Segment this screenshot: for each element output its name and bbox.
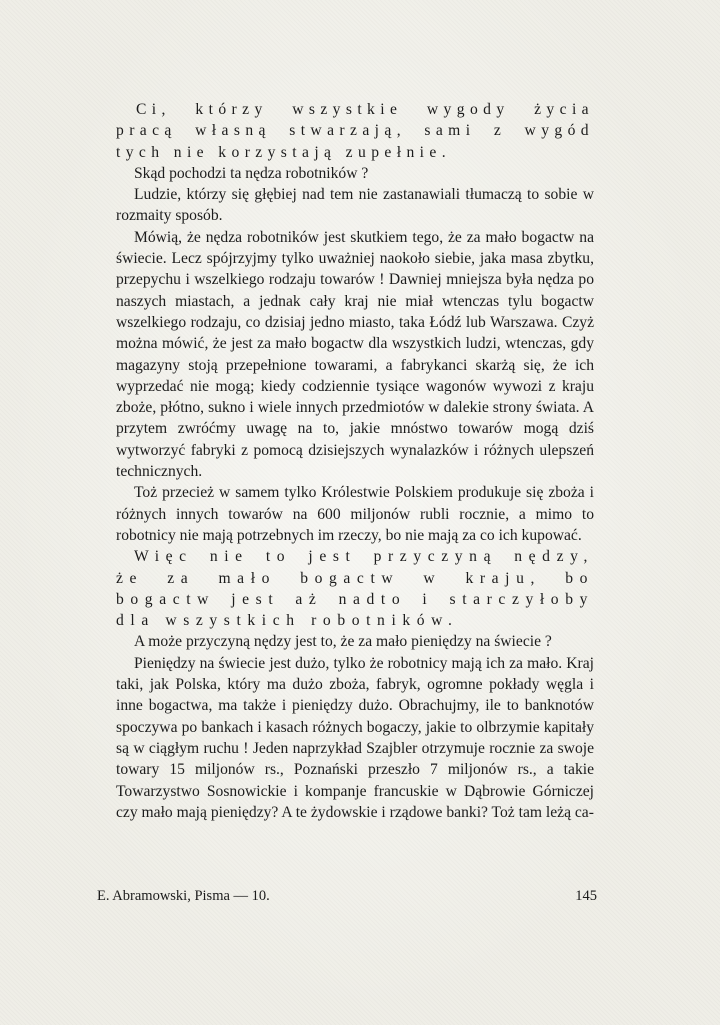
paragraph-money: Pieniędzy na świecie jest dużo, tylko że robotnicy mają ich za mało. Kraj taki, jak Polska, który ma dużo zboża, fabryk, ogromne pokłady węgla i inne bogactwa, ma także i pieniędzy dużo. Obrachujmy, ile to banknotów spoczywa po bankach i kasach różnych bogaczy, jakie to olbrzymie kapitały są w ciągłym ruchu ! Jeden naprzykład Szajbler otrzymuje rocznie za swoje towary 15 miljonów rs., Poznański przeszło 7 miljonów rs., a takie Towarzystwo Sosnowickie i kompanje francuskie w Dąbrowie Górniczej czy mało mają pieniędzy? A te żydowskie i rządowe banki? Toż tam leżą ca- bbox=[116, 654, 594, 821]
signature-mark: E. Abramowski, Pisma — 10. bbox=[97, 888, 270, 904]
emphasized-paragraph-conclusion: Więc nie to jest przyczyną nędzy, że za mało bogactw w kraju, bo bogactw jest aż nadto i starczyłoby dla wszystkich robotników. bbox=[116, 548, 594, 630]
page-footer bbox=[97, 888, 597, 905]
paragraph-explanations: Ludzie, którzy się głębiej nad tem nie zastanawiali tłumaczą to sobie w rozmaity sposób. bbox=[116, 186, 594, 225]
paragraph-wealth: Mówią, że nędza robotników jest skutkiem tego, że za mało bogactw na świecie. Lecz spójrzyjmy tylko uważniej naokoło siebie, jaka masa zbytku, przepychu i wszelkiego rodzaju towarów ! Dawniej mniejsza była nędza po naszych miastach, a jednak cały kraj nie miał wtenczas tylu bogactw wszelkiego rodzaju, co dzisiaj jedno miasto, taka Łódź lub Warszawa. Czyż można mówić, że jest za mało bogactw dla wszystkich ludzi, wtenczas, gdy magazyny stoją przepełnione towarami, a fabrykanci skarżą się, że ich wyprzedać nie mogą; kiedy codziennie tysiące wagonów wywozi z kraju zboże, płótno, sukno i wiele innych przedmiotów w dalekie strony świata. A przytem zwróćmy uwagę na to, jakie mnóstwo towarów mogą dziś wytworzyć fabryki z pomocą dzisiejszych wynalazków i różnych ulepszeń technicznych. bbox=[116, 228, 594, 481]
body-text bbox=[116, 99, 594, 823]
page-number: 145 bbox=[575, 888, 597, 904]
paragraph-production: Toż przecież w samem tylko Królestwie Polskiem produkuje się zboża i różnych innych towarów na 600 miljonów rubli rocznie, a mimo to robotnicy nie mają potrzebnych im rzeczy, bo nie mają za co ich kupować. bbox=[116, 484, 594, 544]
paragraph-money-question: A może przyczyną nędzy jest to, że za mało pieniędzy na świecie ? bbox=[134, 633, 552, 651]
emphasized-paragraph-intro: Ci, którzy wszystkie wygody życia pracą własną stwarzają, sami z wygód tych nie korzystają zupełnie. bbox=[116, 101, 594, 161]
paragraph-question: Skąd pochodzi ta nędza robotników ? bbox=[134, 164, 369, 182]
